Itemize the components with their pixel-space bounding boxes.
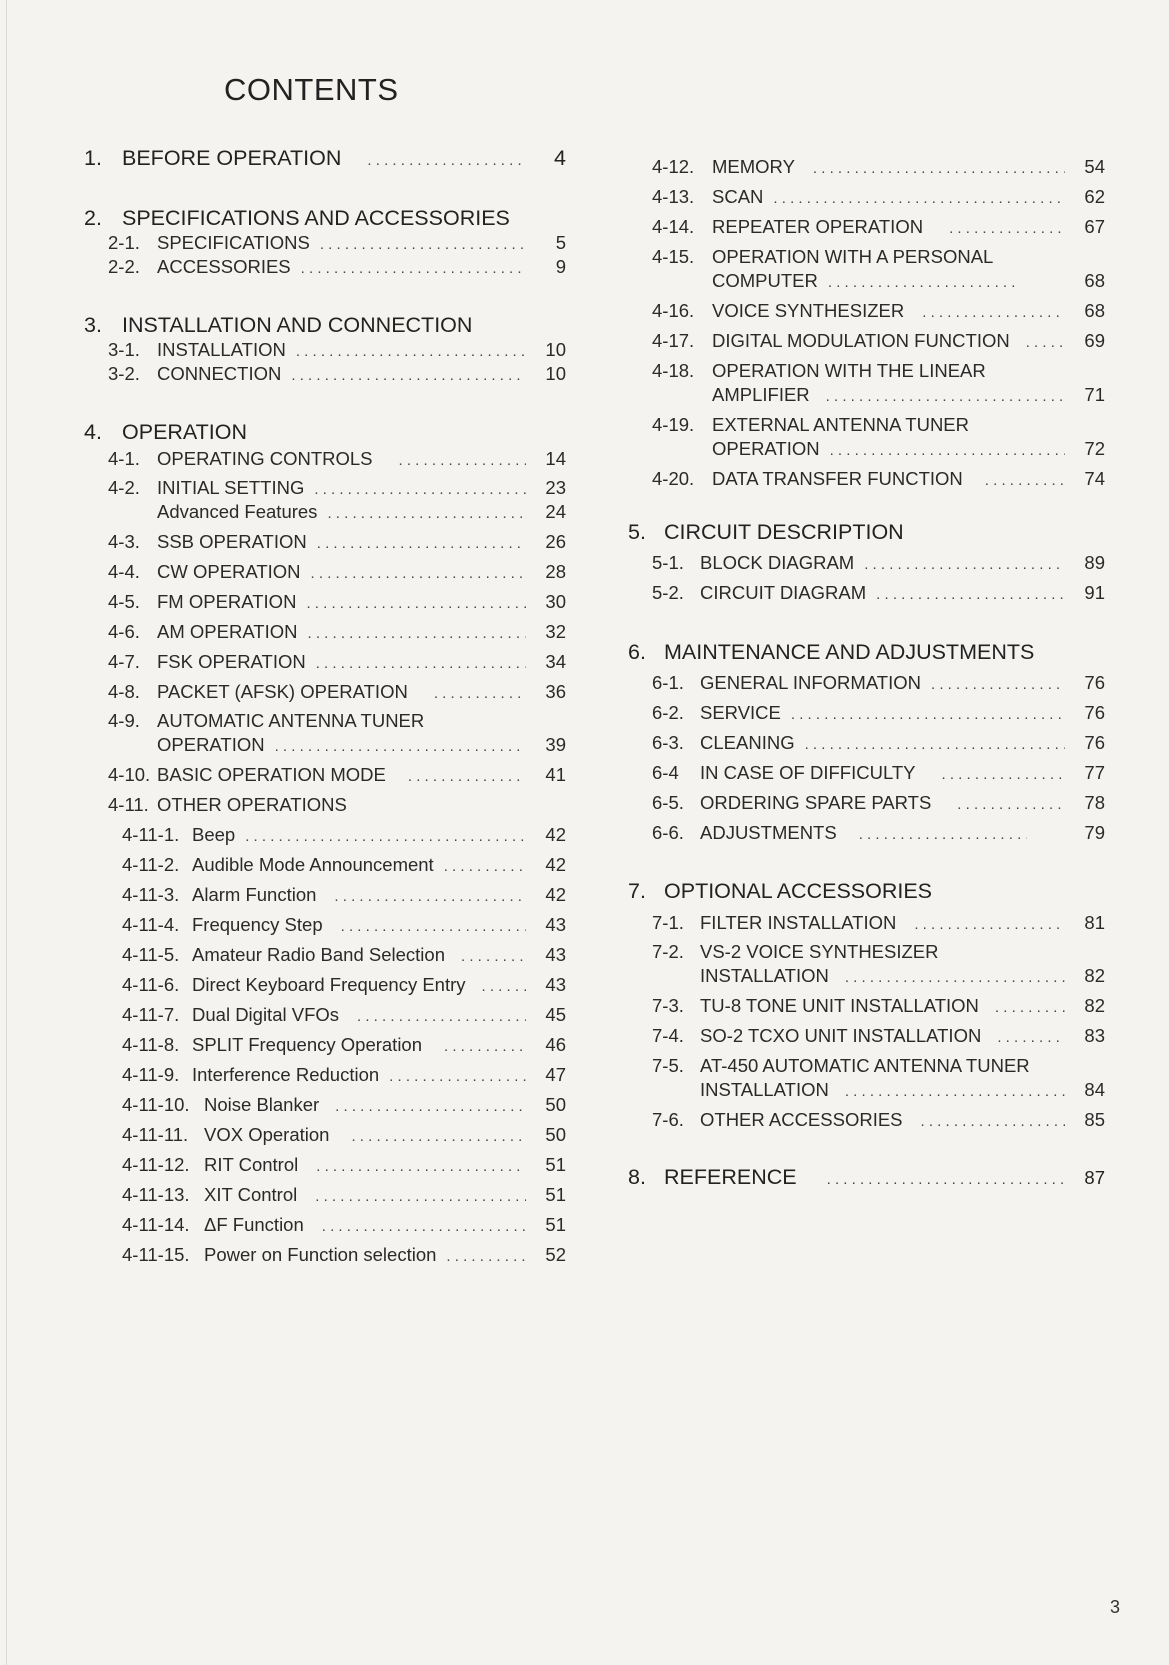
page-edge-line <box>6 0 7 1665</box>
toc-section-6: 6. MAINTENANCE AND ADJUSTMENTS <box>628 640 1035 664</box>
toc-entry-7-6: 7-6. OTHER ACCESSORIES . . . 85 <box>652 1109 1105 1131</box>
toc-entry-4-2-advanced: Advanced Features . . . 24 <box>157 501 566 523</box>
toc-entry-5-1: 5-1. BLOCK DIAGRAM . . . 89 <box>652 552 1105 574</box>
toc-entry-4-6: 4-6. AM OPERATION . . . 32 <box>108 621 566 643</box>
toc-subentry: 4-11-3. Alarm Function . . . 42 <box>122 884 566 906</box>
toc-section-4: 4. OPERATION <box>84 420 248 444</box>
toc-entry-7-4: 7-4. SO-2 TCXO UNIT INSTALLATION . . . 83 <box>652 1025 1105 1047</box>
toc-entry-7-5-cont: INSTALLATION . . . 84 <box>700 1079 1105 1101</box>
toc-entry-4-18-cont: AMPLIFIER . . . 71 <box>712 384 1105 406</box>
toc-entry-7-3: 7-3. TU-8 TONE UNIT INSTALLATION . . . 82 <box>652 995 1105 1017</box>
page-number: 3 <box>1110 1597 1121 1617</box>
toc-subentry: 4-11-13. XIT Control . . . 51 <box>122 1184 566 1206</box>
toc-entry-4-5: 4-5. FM OPERATION . . . 30 <box>108 591 566 613</box>
toc-entry-2-1: 2-1. SPECIFICATIONS . . . 5 <box>108 232 566 254</box>
toc-entry-4-1: 4-1. OPERATING CONTROLS . . . 14 <box>108 448 566 470</box>
toc-subentry: 4-11-12. RIT Control . . . 51 <box>122 1154 566 1176</box>
toc-entry-4-14: 4-14. REPEATER OPERATION . . . 67 <box>652 216 1105 238</box>
toc-section-5: 5. CIRCUIT DESCRIPTION <box>628 520 904 544</box>
toc-entry-4-13: 4-13. SCAN . . . 62 <box>652 186 1105 208</box>
toc-entry-6-3: 6-3. CLEANING . . . 76 <box>652 732 1105 754</box>
toc-subentry: 4-11-2. Audible Mode Announcement . . . 42 <box>122 854 566 876</box>
toc-entry-6-2: 6-2. SERVICE . . . 76 <box>652 702 1105 724</box>
toc-section-3: 3. INSTALLATION AND CONNECTION <box>84 313 473 337</box>
toc-entry-4-18: 4-18. OPERATION WITH THE LINEAR <box>652 360 986 381</box>
toc-section-7: 7. OPTIONAL ACCESSORIES <box>628 879 933 903</box>
toc-entry-7-2: 7-2. VS-2 VOICE SYNTHESIZER <box>652 941 939 962</box>
toc-entry-7-5: 7-5. AT-450 AUTOMATIC ANTENNA TUNER <box>652 1055 1030 1076</box>
toc-entry-4-19-cont: OPERATION . . . 72 <box>712 438 1105 460</box>
toc-subentry: 4-11-15. Power on Function selection . . . 52 <box>122 1244 566 1266</box>
toc-section-2: 2. SPECIFICATIONS AND ACCESSORIES <box>84 206 510 230</box>
toc-entry-4-19: 4-19. EXTERNAL ANTENNA TUNER <box>652 414 970 435</box>
toc-subentry: 4-11-9. Interference Reduction . . . 47 <box>122 1064 566 1086</box>
toc-entry-6-4: 6-4 IN CASE OF DIFFICULTY . . . 77 <box>652 762 1105 784</box>
toc-subentry: 4-11-11. VOX Operation . . . 50 <box>122 1124 566 1146</box>
toc-entry-4-11: 4-11. OTHER OPERATIONS <box>108 794 347 815</box>
toc-entry-2-2: 2-2. ACCESSORIES . . . 9 <box>108 256 566 278</box>
toc-subentry: 4-11-14. ΔF Function . . . 51 <box>122 1214 566 1236</box>
toc-entry-6-5: 6-5. ORDERING SPARE PARTS . . . 78 <box>652 792 1105 814</box>
toc-entry-4-15-cont: COMPUTER . . . 68 <box>712 270 1105 292</box>
toc-subentry: 4-11-7. Dual Digital VFOs . . . 45 <box>122 1004 566 1026</box>
toc-entry-4-7: 4-7. FSK OPERATION . . . 34 <box>108 651 566 673</box>
toc-entry-4-9-cont: OPERATION . . . 39 <box>157 734 566 756</box>
toc-subentry: 4-11-4. Frequency Step . . . 43 <box>122 914 566 936</box>
toc-entry-4-16: 4-16. VOICE SYNTHESIZER . . . 68 <box>652 300 1105 322</box>
toc-entry-6-6: 6-6. ADJUSTMENTS . . . 79 <box>652 822 1105 844</box>
toc-entry-3-1: 3-1. INSTALLATION . . . 10 <box>108 339 566 361</box>
toc-subentry: 4-11-6. Direct Keyboard Frequency Entry . . . 43 <box>122 974 566 996</box>
toc-subentry: 4-11-10. Noise Blanker . . . 50 <box>122 1094 566 1116</box>
toc-subentry: 4-11-8. SPLIT Frequency Operation . . . 46 <box>122 1034 566 1056</box>
toc-entry-6-1: 6-1. GENERAL INFORMATION . . . 76 <box>652 672 1105 694</box>
toc-section-1: 1. BEFORE OPERATION . . . 4 <box>84 146 566 171</box>
toc-entry-7-2-cont: INSTALLATION . . . 82 <box>700 965 1105 987</box>
toc-entry-4-17: 4-17. DIGITAL MODULATION FUNCTION . . . 69 <box>652 330 1105 352</box>
toc-entry-4-4: 4-4. CW OPERATION . . . 28 <box>108 561 566 583</box>
toc-entry-4-8: 4-8. PACKET (AFSK) OPERATION . . . 36 <box>108 681 566 703</box>
toc-entry-4-20: 4-20. DATA TRANSFER FUNCTION . . . 74 <box>652 468 1105 490</box>
page-title: CONTENTS <box>224 72 399 107</box>
toc-entry-4-2: 4-2. INITIAL SETTING . . . 23 <box>108 477 566 499</box>
toc-section-8: 8. REFERENCE . . . 87 <box>628 1165 1105 1190</box>
toc-subentry: 4-11-1. Beep . . . 42 <box>122 824 566 846</box>
toc-subentry: 4-11-5. Amateur Radio Band Selection . . . 43 <box>122 944 566 966</box>
toc-entry-4-12: 4-12. MEMORY . . . 54 <box>652 156 1105 178</box>
toc-entry-3-2: 3-2. CONNECTION . . . 10 <box>108 363 566 385</box>
toc-entry-4-15: 4-15. OPERATION WITH A PERSONAL <box>652 246 994 267</box>
toc-entry-4-10: 4-10. BASIC OPERATION MODE . . . 41 <box>108 764 566 786</box>
toc-entry-4-3: 4-3. SSB OPERATION . . . 26 <box>108 531 566 553</box>
toc-entry-4-9: 4-9. AUTOMATIC ANTENNA TUNER <box>108 710 425 731</box>
toc-entry-7-1: 7-1. FILTER INSTALLATION . . . 81 <box>652 912 1105 934</box>
toc-entry-5-2: 5-2. CIRCUIT DIAGRAM . . . 91 <box>652 582 1105 604</box>
